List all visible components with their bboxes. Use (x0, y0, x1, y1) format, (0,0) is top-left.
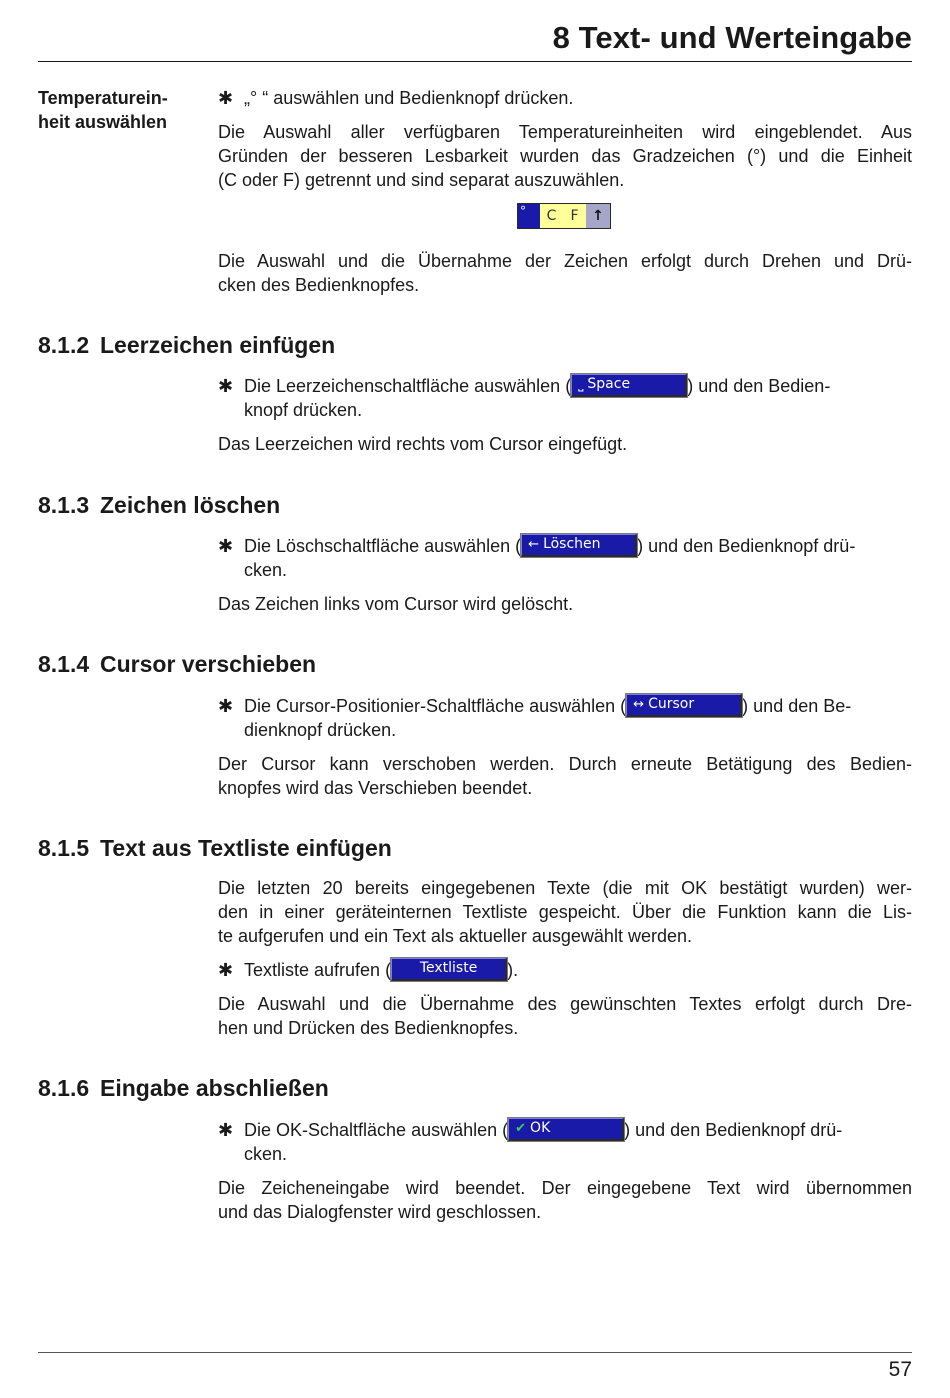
checkmark-icon: ✔ (515, 1120, 527, 1136)
temperature-step (218, 86, 912, 110)
delete-button-label: Löschen (543, 535, 601, 552)
step-text: ) und den Bedienknopf drü- (637, 536, 856, 556)
ok-step (218, 1118, 912, 1166)
text-line: Der Cursor kann verschoben werden. Durch erneute Betätigung des Bedien- (218, 754, 912, 774)
text-line: te aufgerufen und ein Text als aktueller ausgewählt werden. (218, 926, 692, 946)
side-label-line-2: heit auswählen (38, 112, 168, 132)
section-number: 8.1.4 (38, 651, 90, 677)
section-heading-8-1-2 (38, 331, 335, 359)
celsius-key[interactable]: C (540, 204, 563, 228)
textlist-intro (218, 876, 912, 948)
text-line: (C oder F) getrennt und sind separat auszuwählen. (218, 170, 625, 190)
bullet-star-icon: ✱ (218, 88, 234, 108)
cursor-button[interactable] (626, 694, 742, 717)
temperature-step-text: „° “ auswählen und Bedienknopf drücken. (244, 88, 574, 108)
step-text: Die OK-Schaltfläche auswählen ( (244, 1120, 509, 1140)
text-line: und das Dialogfenster wird geschlossen. (218, 1202, 542, 1222)
section-title: Zeichen löschen (100, 492, 281, 518)
step-text: ) und den Be- (742, 696, 852, 716)
step-text: ). (507, 960, 519, 980)
bullet-star-icon: ✱ (218, 696, 234, 716)
step-text: Textliste aufrufen ( (244, 960, 392, 980)
text-line: Gründen der besseren Lesbarkeit wurden das Gradzeichen (°) und die Einheit (218, 146, 912, 166)
space-note: Das Leerzeichen wird rechts vom Cursor eingefügt. (218, 434, 628, 454)
step-text: knopf drücken. (244, 400, 363, 420)
step-text: dienknopf drücken. (244, 720, 397, 740)
page-header (38, 18, 912, 62)
textlist-step (218, 958, 912, 982)
section-heading-8-1-5 (38, 834, 392, 862)
bullet-star-icon: ✱ (218, 536, 234, 556)
step-text: Die Löschschaltfläche auswählen ( (244, 536, 522, 556)
text-line: Die Auswahl und die Übernahme des gewünschten Textes erfolgt durch Dre- (218, 994, 912, 1014)
text-line: cken des Bedienknopfes. (218, 275, 420, 295)
cursor-button-label: Cursor (648, 695, 695, 712)
text-line: Die letzten 20 bereits eingegebenen Texte (die mit OK bestätigt wurden) wer- (218, 878, 912, 898)
ok-note (218, 1176, 912, 1224)
cursor-step (218, 694, 912, 742)
chapter-title: 8 Text- und Werteingabe (552, 20, 912, 55)
temperature-paragraph-1 (218, 120, 912, 192)
ok-button-label: OK (530, 1119, 551, 1136)
step-text: Die Leerzeichenschaltfläche auswählen ( (244, 376, 572, 396)
backspace-arrow-icon: ← (528, 536, 540, 552)
bullet-star-icon: ✱ (218, 1120, 234, 1140)
side-label-line-1: Temperaturein- (38, 88, 168, 108)
section-heading-8-1-4 (38, 650, 316, 678)
text-line: hen und Drücken des Bedienknopfes. (218, 1018, 519, 1038)
section-heading-8-1-6 (38, 1074, 329, 1102)
text-line: knopfes wird das Verschieben beendet. (218, 778, 533, 798)
arrow-up-icon[interactable]: ↑ (586, 204, 610, 228)
delete-button[interactable] (521, 534, 637, 557)
bullet-star-icon: ✱ (218, 960, 234, 980)
text-line: Die Zeicheneingabe wird beendet. Der eingegebene Text wird übernommen (218, 1178, 912, 1198)
fahrenheit-key[interactable]: F (563, 204, 586, 228)
step-text: cken. (244, 560, 288, 580)
cursor-note (218, 752, 912, 800)
text-line: Die Auswahl aller verfügbaren Temperatureinheiten wird eingeblendet. Aus (218, 122, 912, 142)
step-text: Die Cursor-Positionier-Schaltfläche auswählen ( (244, 696, 627, 716)
textlist-note (218, 992, 912, 1040)
left-right-arrow-icon: ↔ (633, 696, 645, 712)
section-number: 8.1.3 (38, 492, 90, 518)
space-icon: ⎵ (578, 376, 584, 392)
degree-key[interactable]: ° (518, 204, 540, 228)
space-step (218, 374, 912, 422)
page-number: 57 (888, 1358, 912, 1381)
delete-step (218, 534, 912, 582)
section-title: Leerzeichen einfügen (100, 332, 336, 358)
section-title: Cursor verschieben (100, 651, 317, 677)
footer-divider (38, 1352, 912, 1353)
step-text: ) und den Bedienknopf drü- (624, 1120, 843, 1140)
section-heading-8-1-3 (38, 491, 280, 519)
ok-button[interactable] (508, 1118, 624, 1141)
text-line: den in einer geräteinternen Textliste gespeicht. Über die Funktion kann die Lis- (218, 902, 912, 922)
space-button[interactable] (571, 374, 687, 397)
temperature-unit-selector (517, 203, 611, 229)
text-line: Die Auswahl und die Übernahme der Zeichen erfolgt durch Drehen und Drü- (218, 251, 912, 271)
step-text: cken. (244, 1144, 288, 1164)
section-number: 8.1.6 (38, 1075, 90, 1101)
side-label-temperature (38, 86, 208, 134)
textlist-button[interactable]: Textliste (391, 958, 507, 981)
temperature-paragraph-2 (218, 249, 912, 297)
section-number: 8.1.5 (38, 835, 90, 861)
step-text: ) und den Bedien- (687, 376, 831, 396)
section-title: Text aus Textliste einfügen (100, 835, 392, 861)
section-title: Eingabe abschließen (100, 1075, 329, 1101)
section-number: 8.1.2 (38, 332, 90, 358)
delete-note: Das Zeichen links vom Cursor wird gelöscht. (218, 594, 574, 614)
bullet-star-icon: ✱ (218, 376, 234, 396)
space-button-label: Space (587, 375, 631, 392)
